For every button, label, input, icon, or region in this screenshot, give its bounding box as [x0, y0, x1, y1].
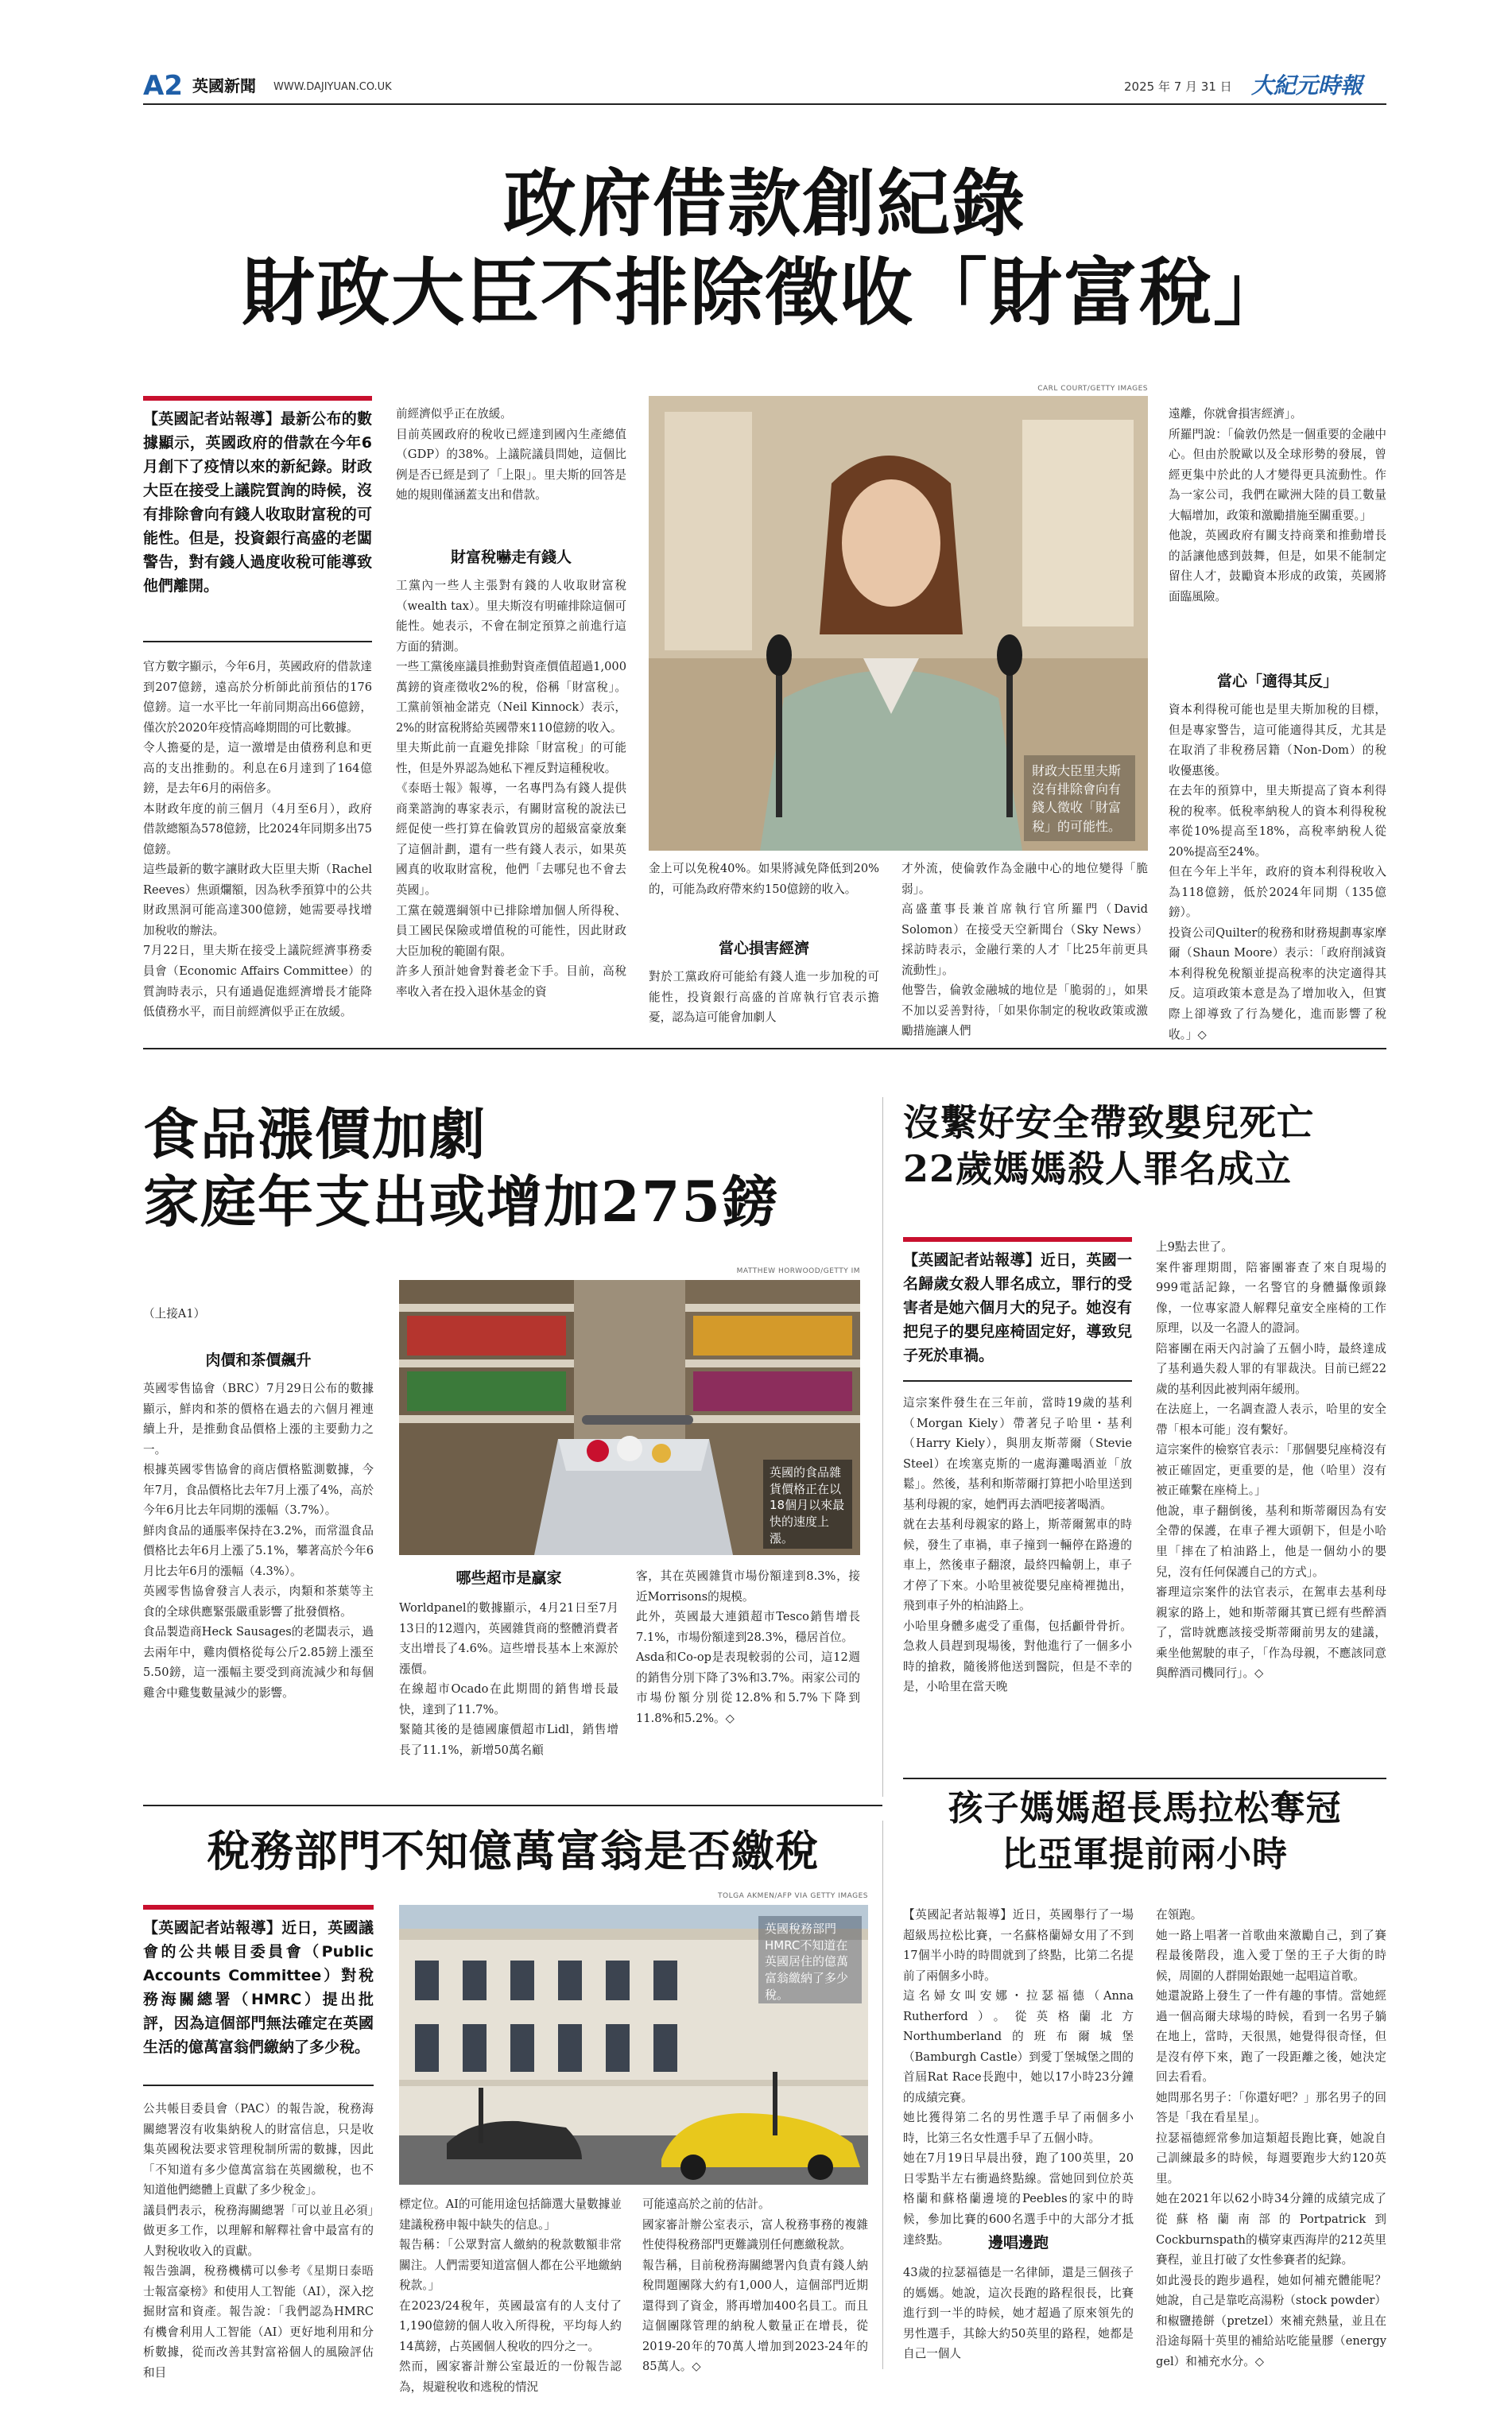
tax-photo-credit: TOLGA AKMEN/AFP VIA GETTY IMAGES: [718, 1892, 868, 1900]
lead-headline-line2: 財政大臣不排除徵收「財富稅」: [241, 250, 1288, 336]
tax-marathon-divider: [882, 1821, 883, 2369]
infant-lede-rule: [903, 1380, 1132, 1382]
tax-photo-caption: 英國稅務部門HMRC不知道在英國居住的億萬富翁繳納了多少稅。: [758, 1916, 862, 2003]
header-rule: [143, 103, 1386, 105]
page-header: [143, 70, 1386, 102]
lead-col2-subhead: 財富稅嚇走有錢人: [450, 549, 572, 566]
food-photo-caption: 英國的食品雜貨價格正在以18個月以來最快的速度上漲。: [763, 1460, 852, 1549]
lead-col5-text-a: 遠離，你就會損害經濟」。 所羅門說：「倫敦仍然是一個重要的金融中心。但由於脫歐以及全球形勢的發展，曾經更集中於此的人才變得更具流動性。作為一家公司，我們在歐洲大陸的員工數量大幅增加，政策和激勵措施至關重要。」 他說，英國政府有關支持商業和推動增長的話讓他感到鼓舞，但是，如果不能制定留住人才，鼓勵資本形成的政策，英國將面臨風險。: [1169, 407, 1386, 603]
lead-lede: 【英國記者站報導】最新公布的數據顯示，英國政府的借款在今年6月創下了疫情以來的新紀錄。財政大臣在接受上議院質詢的時候，沒有排除會向有錢人收取財富稅的可能性。但是，投資銀行高盛的老闆警告，對有錢人過度收稅可能導致他們離開。: [143, 410, 372, 595]
lead-col3-text-b: 對於工黨政府可能給有錢人進一步加稅的可能性，投資銀行高盛的首席執行官表示擔憂，認為這可能會加劇人: [649, 970, 879, 1025]
food-headline: [143, 1100, 843, 1236]
tax-col1-text: 公共帳目委員會（PAC）的報告說，稅務海關總署沒有收集納稅人的財富信息，只是收集英國稅法要求管理稅制所需的數據，因此「不知道有多少億萬富翁在英國繳稅，也不知道他們總體上貢獻了多少稅金」。 議員們表示，稅務海關總署「可以並且必須」做更多工作，以理解和解釋社會中最富有的人對稅收收入的貢獻。 報告強調，稅務機構可以參考《星期日泰晤士報富豪榜》和使用人工智能（AI），深入挖掘財富和資產。報告說：「我們認為HMRC有機會利用人工智能（AI）更好地利用和分析數據，從而改善其對富裕個人的風險評估和目: [143, 2102, 374, 2380]
tax-lede-rule: [143, 2085, 374, 2086]
tax-headline: 稅務部門不知億萬富翁是否繳稅: [207, 1825, 819, 1876]
marathon-col1-subhead: 邊唱邊跑: [987, 2234, 1049, 2252]
infant-headline-line1: 沒繫好安全帶致嬰兒死亡: [903, 1101, 1314, 1144]
food-infant-divider: [882, 1097, 883, 1797]
food-col1-subhead: 肉價和茶價飆升: [205, 1352, 312, 1369]
tax-col2-text: 標定位。AI的可能用途包括篩選大量數據並建議稅務申報中缺失的信息。」 報告稱：「公眾對富人繳納的稅款數額非常關注。人們需要知道富個人都在公平地繳納稅款。」 在2023/24稅年，英國最富有的人支付了1,190億鎊的個人收入所得稅，平均每人約14萬鎊，占英國個人稅收的四分之一。 然而，國家審計辦公室最近的一份報告認為，規避稅收和逃稅的情況: [399, 2197, 622, 2394]
food-col2-subhead: 哪些超市是贏家: [456, 1569, 562, 1587]
food-photo-credit: MATTHEW HORWOOD/GETTY IM: [736, 1267, 860, 1275]
page-number: A2: [143, 70, 183, 102]
food-col3-text: 客，其在英國雜貨市場份額達到8.3%，接近Morrisons的規模。 此外，英國最大連鎖超市Tesco銷售增長7.1%，市場份額達到28.3%，穩居首位。 Asda和Co-op是表現較弱的公司，這12週的銷售分別下降了3%和3.7%。兩家公司的市場份額分別從12.8%和5.7%下降到11.8%和5.2%。◇: [636, 1569, 860, 1725]
tax-lede-bar: [143, 1905, 374, 1910]
food-headline-line1: 食品漲價加劇: [143, 1101, 487, 1167]
marathon-col1-text-b: 43歲的拉瑟福德是一名律師，還是三個孩子的媽媽。她說，這次長跑的路程很長，比賽進行到一半的時候，她才超過了原來領先的男性選手，其餘大約50英里的路程，她都是自己一個人: [903, 2266, 1134, 2361]
lead-bottom-rule: [143, 1048, 1386, 1049]
infant-col1-text: 這宗案件發生在三年前，當時19歲的基利（Morgan Kiely）帶著兒子哈里・基利（Harry Kiely），與朋友斯蒂爾（Stevie Steel）在埃塞克斯的一處海灘喝酒並「放鬆」。然後，基利和斯蒂爾打算把小哈里送到基利母親的家，她們再去酒吧接著喝酒。 就在去基利母親家的路上，斯蒂爾駕車的時候，發生了車禍，車子撞到一輛停在路邊的車上，然後車子翻滾，最終四輪朝上，車子才停了下來。小哈里被從嬰兒座椅裡拋出，飛到車子外的柏油路上。 小哈里身體多處受了重傷，包括顱骨骨折。急救人員趕到現場後，對他進行了一個多小時的搶救，隨後將他送到醫院，但是不幸的是，小哈里在當天晚: [903, 1396, 1132, 1694]
lead-lede-bar: [143, 396, 372, 401]
tax-lede: 【英國記者站報導】近日，英國議會的公共帳目委員會（Public Accounts Committee）對稅務海關總署（HMRC）提出批評，因為這個部門無法確定在英國生活的億萬富翁們繳納了多少稅。: [143, 1919, 374, 2057]
lead-col5-subhead: 當心「適得其反」: [1216, 673, 1338, 690]
marathon-headline-line2: 比亞軍提前兩小時: [1002, 1834, 1288, 1875]
section-name: 英國新聞: [192, 76, 256, 95]
infant-lede-bar: [903, 1237, 1132, 1242]
lead-headline: [143, 159, 1386, 337]
tax-col3-text: 可能遠高於之前的估計。 國家審計辦公室表示，富人稅務事務的複雜性使得稅務部門更難識別任何應繳稅款。 報告稱，目前稅務海關總署內負責有錢人納稅問題團隊大約有1,000人，這個部門近期還得到了資金，將再增加400名員工。而且這個團隊管理的納稅人數量正在增長，從2019-20年的70萬人增加到2023-24年的85萬人。◇: [642, 2197, 868, 2374]
marathon-headline: [903, 1786, 1386, 1878]
food-bottom-rule: [143, 1805, 882, 1806]
food-jump: （上接A1）: [143, 1307, 206, 1321]
lead-photo-caption: 財政大臣里夫斯沒有排除會向有錢人徵收「財富稅」的可能性。: [1024, 755, 1135, 841]
infant-bottom-rule: [903, 1778, 1386, 1779]
infant-headline: [903, 1100, 1386, 1192]
food-col2-text: Worldpanel的數據顯示，4月21日至7月13日的12週內，英國雜貨商的整體消費者支出增長了4.6%。這些增長基本上來源於漲價。 在線超市Ocado在此期間的銷售增長最快，達到了11.7%。 緊隨其後的是德國廉價超市Lidl，銷售增長了11.1%，新增50萬名顧: [399, 1601, 618, 1757]
infant-lede: 【英國記者站報導】近日，英國一名歸歲女殺人罪名成立，罪行的受害者是她六個月大的兒子。她沒有把兒子的嬰兒座椅固定好，導致兒子死於車禍。: [903, 1251, 1132, 1365]
lead-col3-text-a: 金上可以免稅40%。如果將減免降低到20%的，可能為政府帶來約150億鎊的收入。: [649, 862, 879, 896]
lead-lede-rule: [143, 641, 372, 642]
site-url: WWW.DAJIYUAN.CO.UK: [273, 81, 392, 93]
lead-headline-line1: 政府借款創紀錄: [502, 161, 1026, 246]
marathon-col1-text-a: 【英國記者站報導】近日，英國舉行了一場超級馬拉松比賽，一名蘇格蘭婦女用了不到17個半小時的時間就到了終點，比第二名提前了兩個多小時。 這名婦女叫安娜・拉瑟福德（Anna Rutherford）。從英格蘭北方Northumberland的班布爾城堡（Bamburgh Castle）到愛丁堡城堡之間的首屆Rat Race長跑中，她以17小時23分鐘的成績完賽。 她比獲得第二名的男性選手早了兩個多小時，比第三名女性選手早了五個小時。 她在7月19日早晨出發，跑了100英里，20日零點半左右衝過終點線。當她回到位於英格蘭和蘇格蘭邊境的Peebles的家中的時候，參加比賽的600名選手中的大部分才抵達終點。: [903, 1908, 1134, 2247]
lead-col4-text: 才外流，使倫敦作為金融中心的地位變得「脆弱」。 高盛董事長兼首席執行官所羅門（David Solomon）在接受天空新聞台（Sky News）採訪時表示，金融行業的人才「比25年前更具流動性」。 他警告，倫敦金融城的地位是「脆弱的」，如果不加以妥善對待，「如果你制定的稅收政策或激勵措施讓人們: [901, 862, 1148, 1038]
lead-col2-text-b: 工黨內一些人主張對有錢的人收取財富稅（wealth tax）。里夫斯沒有明確排除這個可能性。她表示，不會在制定預算之前進行這方面的猜測。 一些工黨後座議員推動對資產價值超過1,000萬鎊的資產徵收2%的稅，俗稱「財富稅」。工黨前領袖金諾克（Neil Kinnock）表示，2%的財富稅將給英國帶來110億鎊的收入。 里夫斯此前一直避免排除「財富稅」的可能性，但是外界認為她私下裡反對這種稅收。 《泰晤士報》報導，一名專門為有錢人提供商業諮詢的專家表示，有關財富稅的說法已經促使一些打算在倫敦買房的超級富豪放棄了這個計劃，還有一些有錢人表示，如果英國真的收取財富稅，他們「去哪兒也不會去英國」。 工黨在競選綱領中已排除增加個人所得稅、員工國民保險或增值稅的可能性，因此財政大臣加稅的範圍有限。 許多人預計她會對養老金下手。目前，高稅率收入者在投入退休基金的資: [396, 579, 626, 999]
lead-col1-text: 官方數字顯示，今年6月，英國政府的借款達到207億鎊，遠高於分析師此前預估的176億鎊。這一水平比一年前同期高出66億鎊，僅次於2020年疫情高峰期間的可比數據。 令人擔憂的是，這一激增是由債務利息和更高的支出推動的。利息在6月達到了164億鎊，是去年6月的兩倍多。 本財政年度的前三個月（4月至6月），政府借款總額為578億鎊，比2024年同期多出75億鎊。 這些最新的數字讓財政大臣里夫斯（Rachel Reeves）焦頭爛額，因為秋季預算中的公共財政黑洞可能高達300億鎊，她需要尋找增加稅收的辦法。 7月22日，里夫斯在接受上議院經濟事務委員會（Economic Affairs Committee）的質詢時表示，只有通過促進經濟增長才能降低債務水平，而目前經濟似乎正在放緩。: [143, 660, 372, 1019]
infant-headline-line2: 22歲媽媽殺人罪名成立: [903, 1146, 1293, 1190]
masthead-logo: 大紀元時報: [1251, 72, 1363, 99]
infant-col2-text: 上9點去世了。 案件審理期間，陪審團審查了來自現場的999電話記錄，一名警官的身體攝像頭錄像，一位專家證人解釋兒童安全座椅的工作原理，以及一名證人的證詞。 陪審團在兩天內討論了五個小時，最終達成了基利過失殺人罪的有罪裁決。目前已經22歲的基利因此被判兩年緩刑。 在法庭上，一名調查證人表示，哈里的安全帶「根本可能」沒有繫好。 這宗案件的檢察官表示：「那個嬰兒座椅沒有被正確固定，更重要的是，他（哈里）沒有被正確繫在座椅上。」 他說，車子翻倒後，基利和斯蒂爾因為有安全帶的保護，在車子裡大頭朝下，但是小哈里「摔在了柏油路上，他是一個幼小的嬰兒，沒有任何保護自己的方式」。 審理這宗案件的法官表示，在駕車去基利母親家的路上，她和斯蒂爾其實已經有些醉酒了，當時就應該接受斯蒂爾前男友的建議，乘坐他駕駛的車子，「作為母親，不應該同意與醉酒司機同行」。◇: [1156, 1240, 1386, 1681]
issue-date: 2025 年 7 月 31 日: [1124, 80, 1232, 94]
lead-photo-credit: CARL COURT/GETTY IMAGES: [1037, 385, 1148, 393]
lead-col2-text-a: 前經濟似乎正在放緩。 目前英國政府的稅收已經達到國內生產總值（GDP）的38%。上議院議員問她，這個比例是否已經是到了「上限」。里夫斯的回答是她的規則僅涵蓋支出和借款。: [396, 407, 626, 502]
lead-col5-text-b: 資本利得稅可能也是里夫斯加稅的目標，但是專家警告，這可能適得其反，尤其是在取消了非稅務居籍（Non-Dom）的稅收優惠後。 在去年的預算中，里夫斯提高了資本利得稅的稅率。低稅率納稅人的資本利得稅稅率從10%提高至18%，高稅率納稅人從20%提高至24%。 但在今年上半年，政府的資本利得稅收入為118億鎊，低於2024年同期（135億鎊）。 投資公司Quilter的稅務和財務規劃專家摩爾（Shaun Moore）表示：「政府削減資本利得稅免稅額並提高稅率的決定適得其反。這項政策本意是為了增加收入，但實際上卻導致了行為變化，進而影響了稅收。」◇: [1169, 703, 1386, 1041]
food-headline-line2: 家庭年支出或增加275鎊: [143, 1169, 780, 1235]
marathon-col2-text: 在領跑。 她一路上唱著一首歌曲來激勵自己，到了賽程最後階段，進入愛丁堡的王子大街的時候，周圍的人群開始跟她一起唱這首歌。 她還說路上發生了一件有趣的事情。當她經過一個高爾夫球場的時候，看到一名男子躺在地上，當時，天很黑，她覺得很奇怪，但是沒有停下來，跑了一段距離之後，她決定回去看看。 她問那名男子：「你還好吧？」那名男子的回答是「我在看星星」。 拉瑟福德經常參加這類超長跑比賽，她說自己訓練最多的時候，每週要跑步大約120英里。 她在2021年以62小時34分鐘的成績完成了從蘇格蘭南部的Portpatrick到Cockburnspath的橫穿東西海岸的212英里賽程，並且打破了女性參賽者的紀錄。 如此漫長的跑步過程，她如何補充體能呢？她說，自己是靠吃高湯粉（stock powder）和椒鹽捲餅（pretzel）來補充熱量，並且在沿途每隔十英里的補給站吃能量膠（energy gel）和補充水分。◇: [1156, 1908, 1386, 2368]
marathon-headline-line1: 孩子媽媽超長馬拉松奪冠: [948, 1788, 1342, 1829]
lead-col3-subhead: 當心損害經濟: [718, 940, 809, 957]
food-col1-text: 英國零售協會（BRC）7月29日公布的數據顯示，鮮肉和茶的價格在過去的六個月裡連續上升，是推動食品價格上漲的主要動力之一。 根據英國零售協會的商店價格監測數據，今年7月，食品價格比去年7月上漲了4%，高於今年6月比去年同期的漲幅（3.7%）。 鮮肉食品的通脹率保持在3.2%，而常溫食品價格比去年6月上漲了5.1%，攀著高於今年6月比去年6月的漲幅（4.3%）。 英國零售協會發言人表示，肉類和茶葉等主食的全球供應緊張嚴重影響了批發價格。 食品製造商Heck Sausages的老闆表示，過去兩年中，雞肉價格從每公斤2.85鎊上漲至5.50鎊，這一漲幅主要受到商流減少和每個雞舍中雞隻數量減少的影響。: [143, 1382, 374, 1700]
